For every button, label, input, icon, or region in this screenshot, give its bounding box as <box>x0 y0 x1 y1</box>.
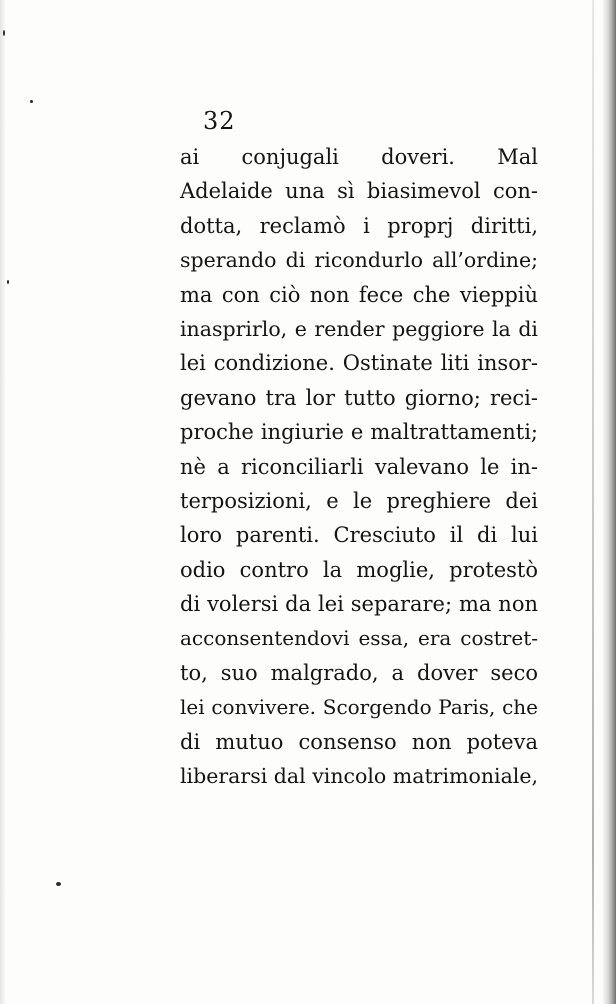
scan-gutter-line <box>592 0 594 1004</box>
scan-speck <box>7 280 9 284</box>
text-line: Adelaide una sì biasimevol con- <box>180 179 538 204</box>
text-line: ma con ciò non fece che vieppiù <box>180 282 538 307</box>
text-line: gevano tra lor tutto giorno; reci- <box>180 385 538 410</box>
scan-left-edge <box>0 0 6 1004</box>
text-line: inasprirlo, e render peggiore la di <box>180 316 538 341</box>
text-line: acconsentendovi essa, era costret- <box>180 626 538 651</box>
text-line: lei condizione. Ostinate liti insor- <box>180 351 538 376</box>
scan-speck <box>56 882 61 886</box>
text-line: to, suo malgrado, a dover seco <box>180 660 538 685</box>
text-line: lei convivere. Scorgendo Paris, che <box>180 695 538 720</box>
scan-right-edge <box>602 0 616 1004</box>
scan-speck <box>3 30 5 36</box>
text-line: proche ingiurie e maltrattamenti; <box>180 420 538 445</box>
text-line: di mutuo consenso non poteva <box>180 729 538 754</box>
text-line: loro parenti. Cresciuto il di lui <box>180 523 538 548</box>
text-line: di volersi da lei separare; ma non <box>180 592 538 617</box>
text-line: sperando di ricondurlo all’ordine; <box>180 248 538 273</box>
text-line: ai conjugali doveri. Mal <box>180 145 538 169</box>
page-number: 32 <box>203 107 236 135</box>
text-line: dotta, reclamò i proprj diritti, <box>180 213 538 238</box>
body-text <box>180 140 538 793</box>
scan-speck <box>30 100 33 103</box>
text-line: liberarsi dal vincolo matrimoniale, <box>180 764 538 789</box>
text-line: terposizioni, e le preghiere dei <box>180 488 538 513</box>
text-line: nè a riconciliarli valevano le in- <box>180 454 538 479</box>
text-line: odio contro la moglie, protestò <box>180 557 538 582</box>
